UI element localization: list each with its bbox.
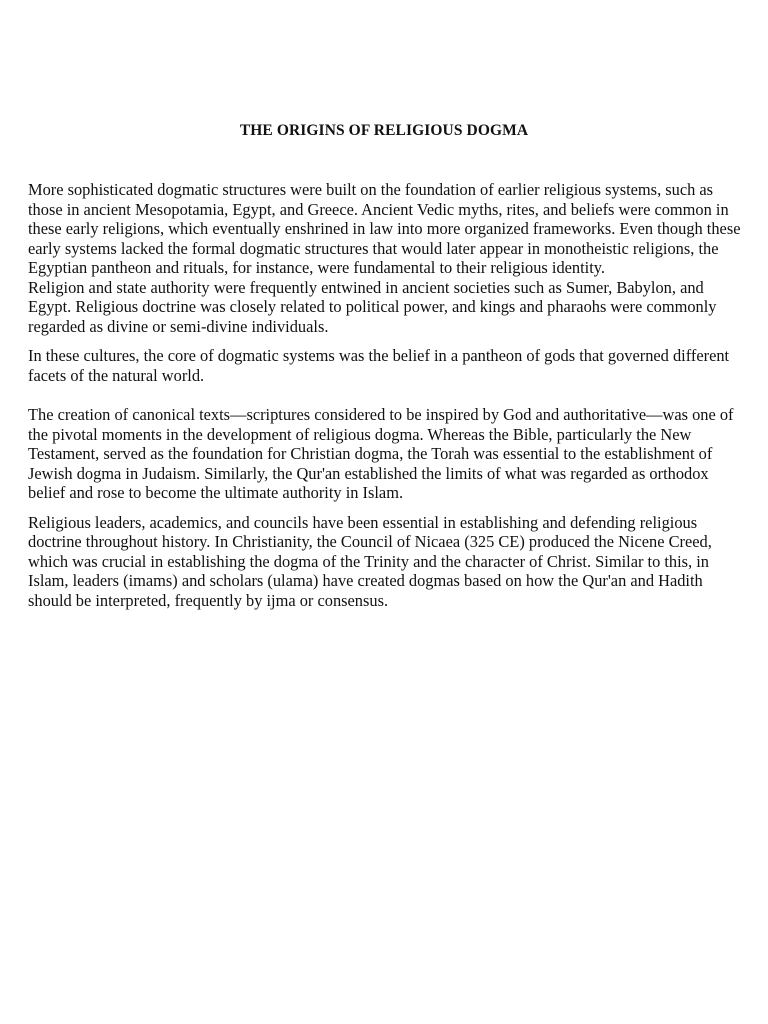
paragraph-gap [28, 503, 744, 513]
paragraph-gap [28, 336, 744, 346]
paragraph-canonical-texts: The creation of canonical texts—scriptures considered to be inspired by God and authoritative—was one of the pivotal moments in the development of religious dogma. Whereas the Bible, particularly the New Testament, served as the foundation for Christian dogma, the Torah was essential to the establishment of Jewish dogma in Judaism. Similarly, the Qur'an established the limits of what was regarded as orthodox belief and rose to become the ultimate authority in Islam. [28, 405, 734, 502]
paragraph-pantheon: In these cultures, the core of dogmatic systems was the belief in a pantheon of gods that governed different facets of the natural world. [28, 346, 730, 385]
document-body [28, 180, 744, 610]
document-title: THE ORIGINS OF RELIGIOUS DOGMA [239, 122, 529, 139]
paragraph-religious-leaders: Religious leaders, academics, and councils have been essential in establishing and defending religious doctrine throughout history. In Christianity, the Council of Nicaea (325 CE) produced the Nicene Creed, which was crucial in establishing the dogma of the Trinity and the character of Christ. Similar to this, in Islam, leaders (imams) and scholars (ulama) have created dogmas based on how the Qur'an and Hadith should be interpreted, frequently by ijma or consensus. [28, 512, 712, 610]
paragraph-state-authority: Religion and state authority were frequently entwined in ancient societies such as Sumer, Babylon, and Egypt. Religious doctrine was closely related to political power, and kings and pharaohs were commonly regarded as divine or semi-divine individuals. [28, 277, 717, 336]
paragraph-gap [28, 385, 744, 405]
paragraph-ancient-systems: More sophisticated dogmatic structures were built on the foundation of earlier religious systems, such as those in ancient Mesopotamia, Egypt, and Greece. Ancient Vedic myths, rites, and beliefs were common in these early religions, which eventually enshrined in law into more organized frameworks. Even though these early systems lacked the formal dogmatic structures that would later appear in monotheistic religions, the Egyptian pantheon and rituals, for instance, were fundamental to their religious identity. [28, 180, 741, 277]
